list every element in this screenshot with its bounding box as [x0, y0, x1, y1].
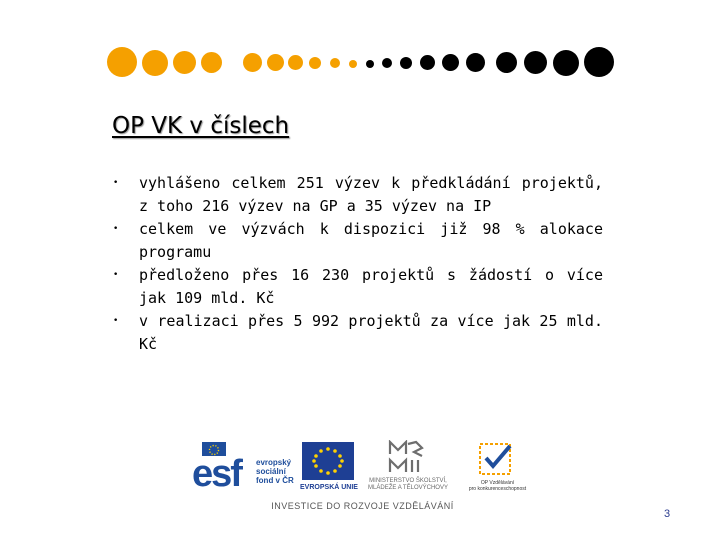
decorative-dot — [349, 60, 357, 68]
decorative-dot — [553, 50, 579, 76]
esf-text-line: evropský — [256, 458, 292, 467]
bullet-marker: • — [113, 178, 119, 188]
decorative-dot — [496, 52, 517, 73]
list-item — [113, 218, 603, 264]
esf-text-line: fond v ČR — [256, 476, 294, 485]
list-item-text: celkem ve výzvách k dispozici již 98 % alokace programu — [139, 220, 603, 261]
investice-caption: INVESTICE DO ROZVOJE VZDĚLÁVÁNÍ — [271, 501, 454, 511]
decorative-dot — [107, 47, 137, 77]
msmt-logo — [358, 440, 454, 498]
list-item-text: vyhlášeno celkem 251 výzev k předkládání projektů, z toho 216 výzev na GP a 35 výzev na IP — [139, 174, 603, 215]
list-item — [113, 310, 603, 356]
decorative-dot — [442, 54, 459, 71]
eu-stars-icon — [302, 442, 354, 480]
decorative-dot — [584, 47, 614, 77]
decorative-dot — [466, 53, 485, 72]
decorative-dot — [243, 53, 262, 72]
decorative-dot — [330, 58, 340, 68]
decorative-dot — [366, 60, 374, 68]
opvk-label — [460, 480, 535, 492]
logo-strip — [190, 440, 535, 515]
decorative-dot — [142, 50, 168, 76]
list-item — [113, 172, 603, 218]
opvk-logo — [460, 440, 535, 498]
decorative-dot — [400, 57, 412, 69]
bullet-marker: • — [113, 316, 119, 326]
list-item-text: v realizaci přes 5 992 projektů za více jak 25 mld. Kč — [139, 312, 603, 353]
msmt-label — [358, 478, 458, 492]
msmt-label-line: MLÁDEŽE A TĚLOVÝCHOVY — [368, 485, 448, 491]
list-item — [113, 264, 603, 310]
opvk-label-line: pro konkurenceschopnost — [468, 486, 527, 492]
opvk-mark-icon — [476, 440, 518, 478]
msmt-mark-icon — [386, 440, 426, 474]
decorative-dot — [420, 55, 435, 70]
decorative-dot — [201, 52, 222, 73]
decorative-dot — [382, 58, 392, 68]
esf-text — [256, 458, 294, 485]
esf-mark: esf — [192, 453, 241, 495]
bullet-marker: • — [113, 224, 119, 234]
opvk-label-line: OP Vzdělávání — [480, 480, 515, 486]
bullet-list — [113, 172, 603, 356]
esf-text-line: sociální — [256, 467, 286, 476]
list-item-text: předloženo přes 16 230 projektů s žádostí o více jak 109 mld. Kč — [139, 266, 603, 307]
decorative-dot — [267, 54, 284, 71]
decorative-dot-row — [0, 0, 720, 100]
bullet-marker: • — [113, 270, 119, 280]
page-number: 3 — [664, 508, 671, 520]
decorative-dot — [288, 55, 303, 70]
eu-label: EVROPSKÁ UNIE — [300, 484, 358, 491]
msmt-label-line: MINISTERSTVO ŠKOLSTVÍ, — [369, 478, 447, 484]
decorative-dot — [524, 51, 547, 74]
eu-logo — [298, 442, 358, 498]
decorative-dot — [173, 51, 196, 74]
slide-title: OP VK v číslech — [112, 113, 290, 139]
esf-logo — [192, 442, 312, 496]
decorative-dot — [309, 57, 321, 69]
